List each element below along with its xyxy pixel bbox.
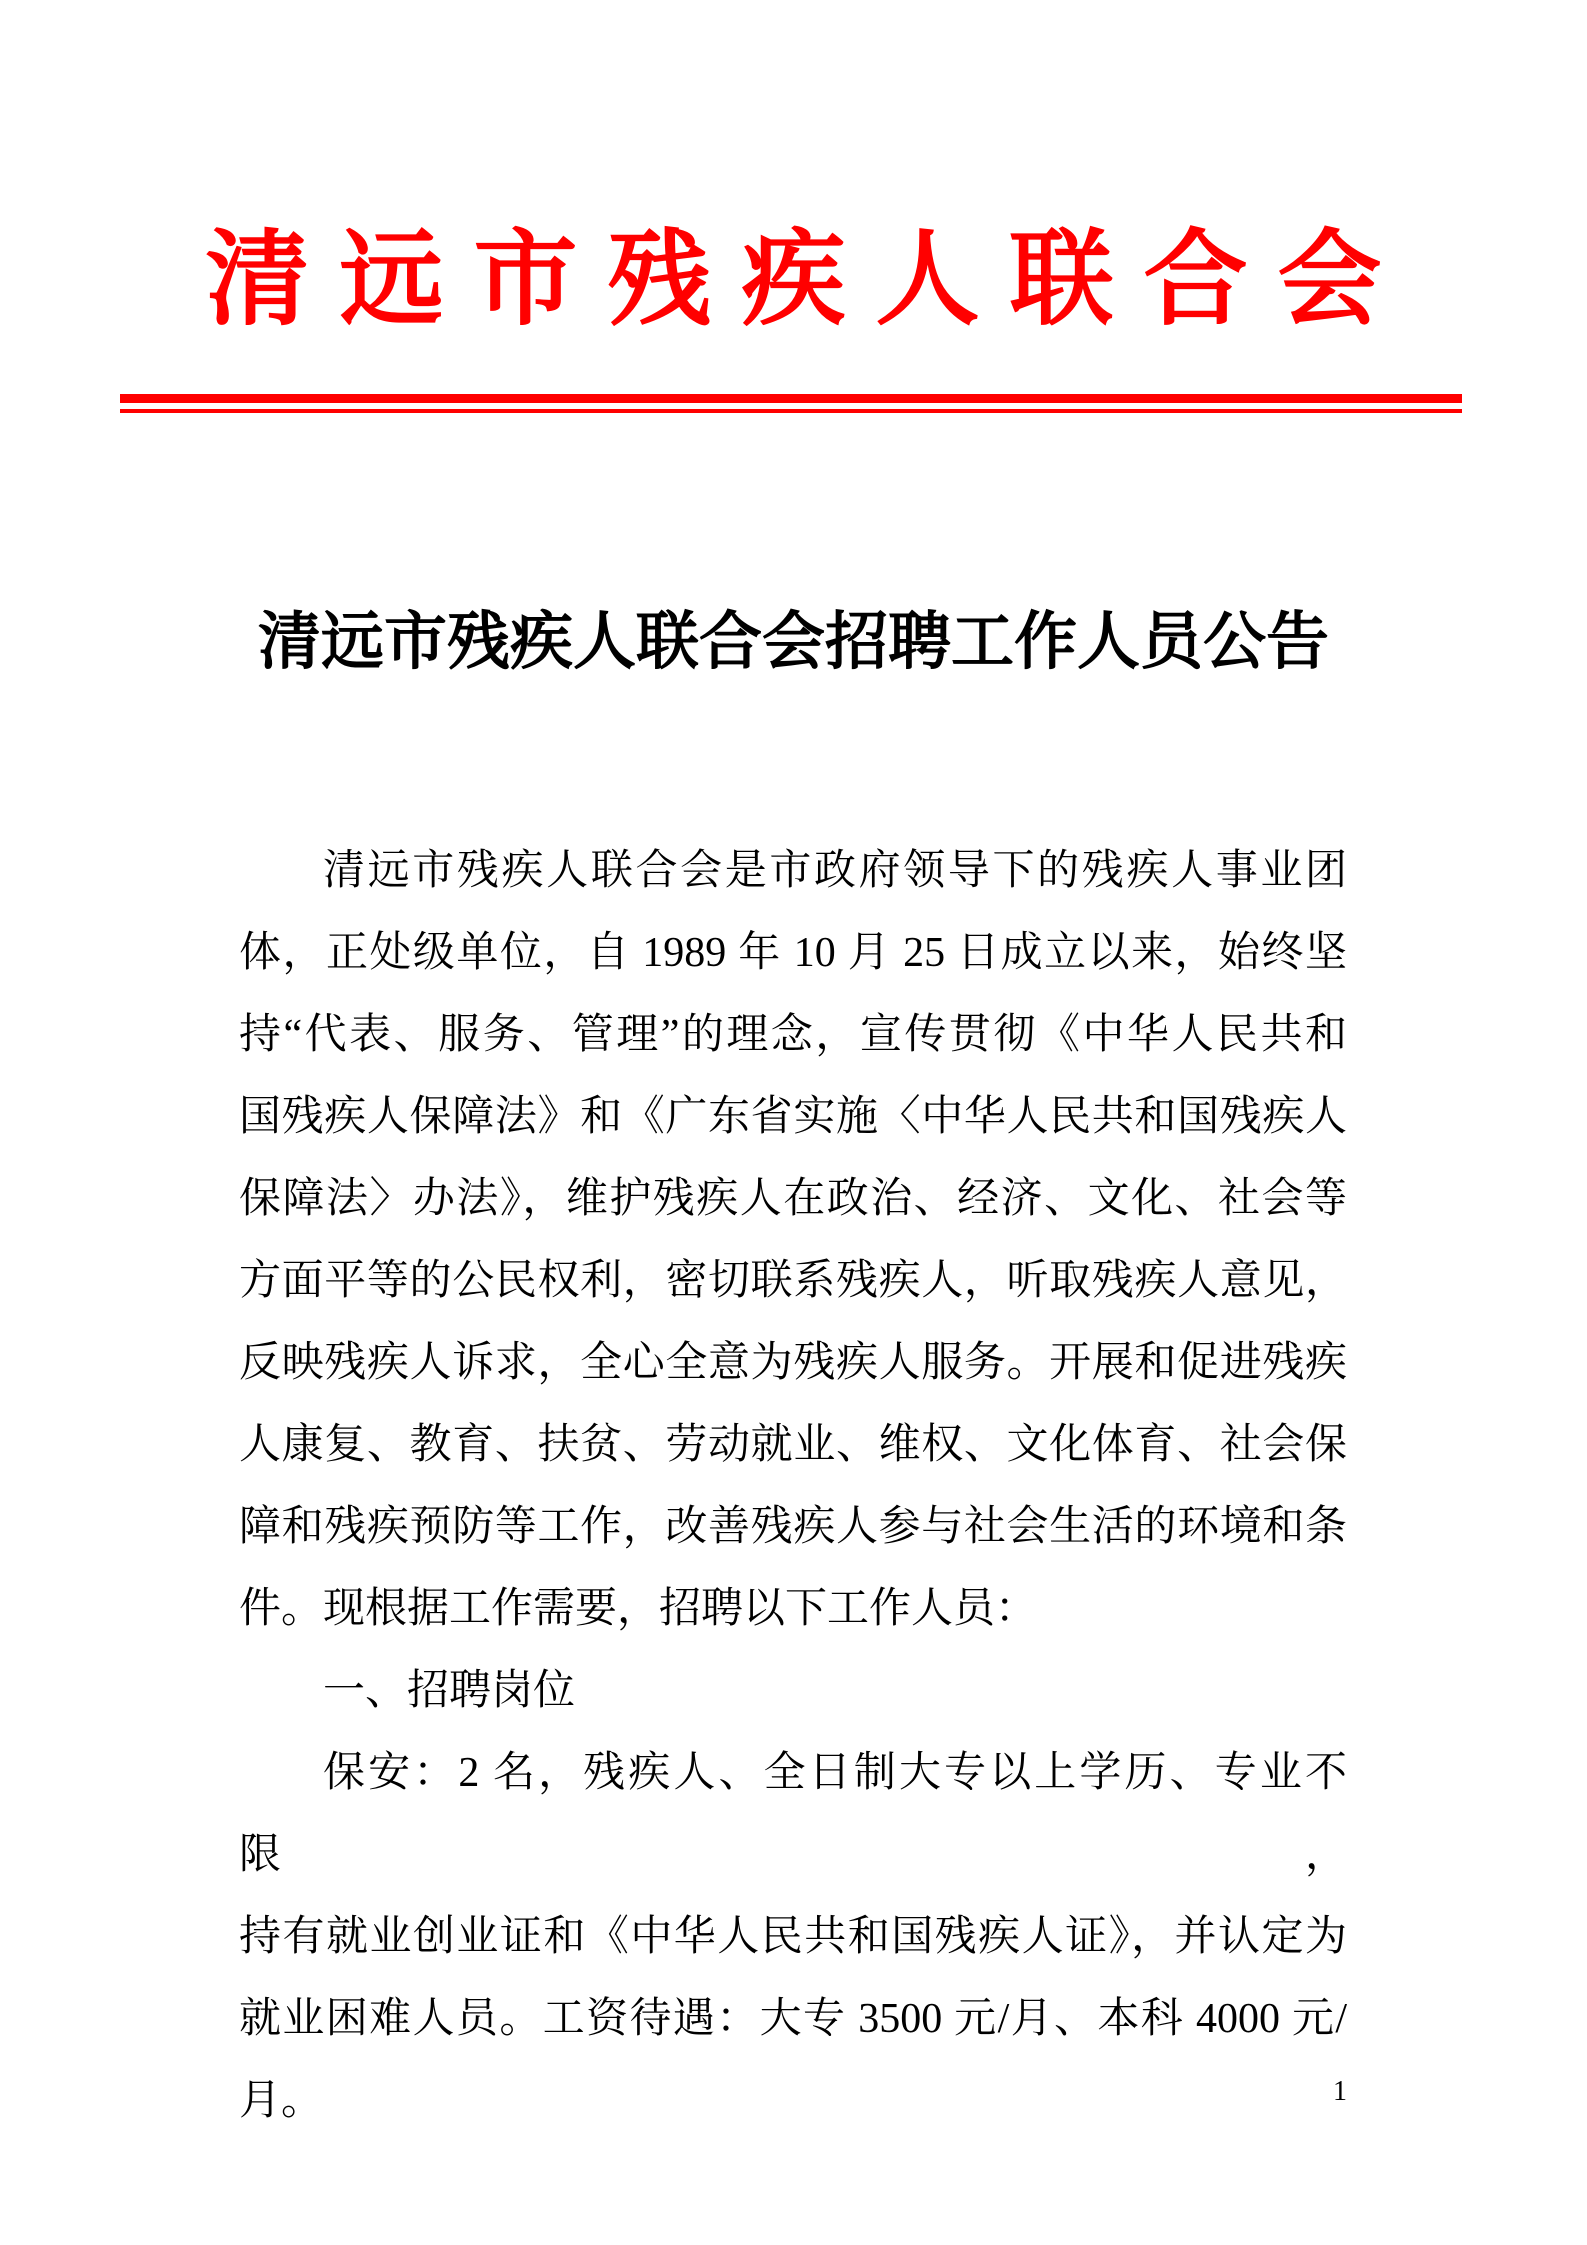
- body-line: 持有就业创业证和《中华人民共和国残疾人证》，并认定为: [239, 1914, 1347, 1960]
- body-line: 方面平等的公民权利，密切联系残疾人，听取残疾人意见，: [239, 1258, 1347, 1304]
- letterhead-org-name: 清远市残疾人联合会: [205, 223, 1412, 338]
- body-line: 人康复、教育、扶贫、劳动就业、维权、文化体育、社会保: [239, 1422, 1347, 1468]
- body-section-heading: 一、招聘岗位: [323, 1668, 576, 1714]
- body-line: 体，正处级单位，自 1989 年 10 月 25 日成立以来，始终坚: [239, 930, 1347, 976]
- body-line: 国残疾人保障法》和《广东省实施〈中华人民共和国残疾人: [239, 1094, 1347, 1140]
- body-line: 月。: [239, 2078, 324, 2124]
- letterhead-rule-thick: [120, 394, 1462, 403]
- body-line: 清远市残疾人联合会是市政府领导下的残疾人事业团: [323, 848, 1347, 894]
- body-line: 持“代表、服务、管理”的理念，宣传贯彻《中华人民共和: [239, 1012, 1347, 1058]
- document-body: [239, 830, 1347, 2142]
- body-line: 件。现根据工作需要，招聘以下工作人员：: [239, 1586, 1038, 1632]
- body-line: 反映残疾人诉求，全心全意为残疾人服务。开展和促进残疾: [239, 1340, 1347, 1386]
- letterhead-rule-thin: [120, 409, 1462, 413]
- body-line: 就业困难人员。工资待遇：大专 3500 元/月、本科 4000 元/: [239, 1996, 1347, 2042]
- document-title: 清远市残疾人联合会招聘工作人员公告: [258, 607, 1329, 677]
- body-line: 保安：2 名，残疾人、全日制大专以上学历、专业不限，: [239, 1750, 1347, 1878]
- body-line: 障和残疾预防等工作，改善残疾人参与社会生活的环境和条: [239, 1504, 1347, 1550]
- page-number: 1: [1333, 2076, 1347, 2107]
- body-line: 保障法〉办法》，维护残疾人在政治、经济、文化、社会等: [239, 1176, 1347, 1222]
